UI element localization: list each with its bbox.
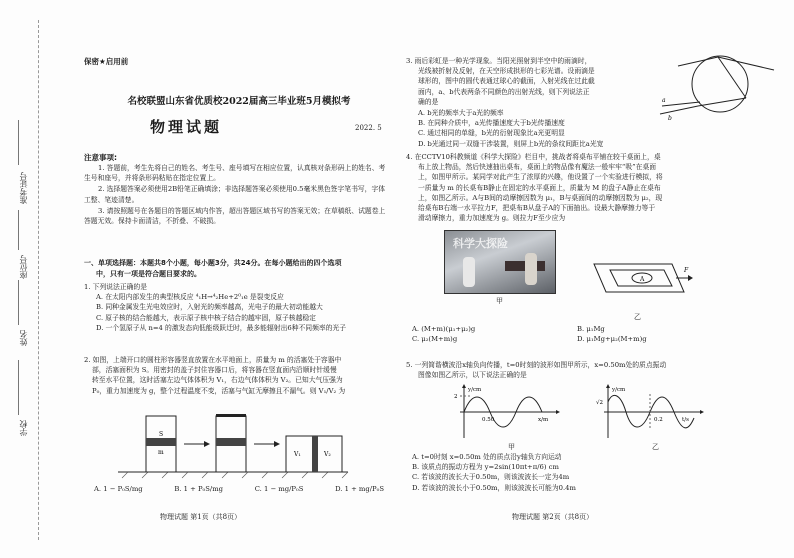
q5-option-a: A. t=0时刻 x=0.50m 处的质点沿y轴负方向运动 [412, 453, 562, 461]
q4-caption-b: 乙 [634, 313, 641, 321]
svg-text:m: m [158, 449, 164, 456]
q4-option-a: A. (M+m)(μ₁+μ₂)g [412, 325, 476, 333]
svg-text:2: 2 [454, 394, 458, 400]
question-4 [406, 152, 778, 223]
secret-mark: 保密★启用前 [84, 57, 129, 66]
svg-text:F: F [684, 267, 689, 274]
q2-stem-line: 2. 如图，上端开口的圆柱形容器竖直放置在水平地面上，质量为 m 的活塞处于容器中 [84, 356, 342, 364]
q3-stem-line: 确的是 [418, 97, 439, 106]
svg-text:b: b [668, 115, 672, 122]
q5-option-c: C. 若该波的波长大于0.50m，则该波波长一定为4m [412, 473, 570, 482]
q3-option-b: B. 在同种介质中，a光传播速度大于b光传播速度 [418, 119, 565, 128]
q2-option-d: D. 1 + mg/P₀S [335, 485, 384, 493]
svg-text:a: a [662, 97, 666, 104]
exam-title: 名校联盟山东省优质校2022届高三毕业班5月模拟考 [127, 96, 351, 107]
note-item: 1. 答题前，考生先将自己的姓名、考生号、座号填写在相应位置，认真核对条形码上的姓名、考生号和座号，并将条形码粘贴在指定位置上。 [84, 164, 386, 183]
section-heading: 一、单项选择题：本题共8个小题，每小题3分，共24分。在每小题给出的四个选项 中，只有一项是符合题目要求的。 [84, 259, 342, 278]
container-figure [118, 408, 358, 480]
q2-option-a: A. 1 − P₀S/mg [94, 485, 143, 493]
q5-option-b: B. 该质点的振动方程为 y=2sin(10πt+π/6) cm [412, 463, 559, 472]
binding-strip [8, 0, 48, 558]
svg-text:y/cm: y/cm [612, 387, 626, 393]
cut-line [38, 20, 39, 540]
name-label: 姓名 [19, 330, 28, 346]
svg-text:V₁: V₁ [294, 451, 301, 458]
svg-text:y/cm: y/cm [468, 387, 482, 393]
q1-option-a: A. 在太阳内部发生的典型核反应 ⁴₁H→⁴₂He+2⁰₁e 是裂变反应 [96, 293, 284, 302]
q4-options [412, 324, 742, 344]
q3-stem-line: 面内，a、b代表两条不同颜色的出射光线，则下列说法正 [418, 87, 590, 96]
q3-option-a: A. b光的频率大于a光的频率 [418, 109, 504, 117]
wave-graph-b [596, 384, 706, 442]
q4-stem-line: 上，如图甲所示。某同学对此产生了浓厚的兴趣，他设置了一个实验进行模拟，将 [418, 173, 663, 182]
q3-option-c: C. 通过相同的单缝，b光的衍射现象比a光更明显 [418, 129, 565, 138]
exam-no-line [18, 120, 19, 165]
seat-line [18, 210, 19, 250]
notes-list [84, 163, 386, 227]
q1-option-d: D. 一个氢原子从 n=4 的激发态向低能级跃迁时，最多能辐射出6种不同频率的光子 [96, 323, 347, 332]
school-label: 学校 [19, 420, 28, 436]
q4-stem-line: 4. 在CCTV10科教频道《科学大探险》栏目中，挑战者将桌布平铺在较干桌面上，桌 [406, 153, 661, 161]
svg-text:√2: √2 [596, 400, 604, 406]
wave-graph-a [452, 384, 562, 442]
piston [146, 438, 176, 446]
seat-label: 座位号 [19, 255, 28, 279]
q4-stem-line: 给桌布B右端一水平拉力F，把桌布B从盘子A的下面抽出。设最大静摩擦力等于 [418, 204, 656, 213]
exam-no-label: 准考证号 [19, 172, 28, 204]
subject-title: 物理试题 [150, 118, 223, 136]
note-item: 2. 选择题答案必须使用2B铅笔正确填涂；非选择题答案必须使用0.5毫米黑色签字笔书写，字体工整、笔迹清楚。 [84, 185, 386, 204]
svg-text:x/m: x/m [538, 417, 549, 423]
question-5 [406, 360, 778, 380]
svg-text:0.50: 0.50 [482, 417, 495, 423]
raindrop-figure [658, 52, 776, 122]
q4-option-d: D. μ₁Mg+μ₂(M+m)g [577, 335, 647, 344]
q2-stem-line: P₀，重力加速度为 g，整个过程温度不变，活塞与气缸无摩擦且不漏气。则 V₁/V₂ 为 [92, 386, 346, 395]
q2-option-b: B. 1 + P₀S/mg [174, 485, 224, 493]
svg-text:0.2: 0.2 [654, 417, 663, 423]
q5-option-d: D. 若该波的波长小于0.50m，则该波波长可能为0.4m [412, 483, 576, 492]
svg-text:A: A [640, 276, 645, 283]
tablecloth-figure [584, 254, 694, 304]
question-3 [406, 56, 656, 107]
q4-stem-line: 布上放上物品，然后快速抽出桌布，桌面上的物品像有魔法一般牢牢“吸”在桌面 [418, 163, 657, 172]
tv-show-photo: 科学大探险 [444, 230, 556, 294]
footer-right: 物理试题 第2页（共8页） [512, 513, 594, 521]
q4-option-b: B. μ₁Mg [577, 325, 605, 333]
q2-stem-line: 转至水平位置，这时活塞左边气体体积为 V₁，右边气体体积为 V₂。已知大气压强为 [92, 376, 343, 385]
q4-option-c: C. μ₂(M+m)g [412, 335, 458, 344]
q4-stem-line: 滑动摩擦力，重力加速度为 g。则拉力F至少应为 [418, 214, 566, 223]
q1-option-b: B. 同种金属发生光电效应时，入射光的频率越高，光电子的最大初动能越大 [96, 303, 323, 312]
q5-stem-line: 图像如图乙所示，以下说法正确的是 [418, 371, 527, 380]
q4-stem-line: 上，如图乙所示。A与B间的动摩擦因数为 μ₁，B与桌面间的动摩擦因数为 μ₂，现 [418, 193, 663, 202]
school-line [18, 360, 19, 415]
svg-text:t/s: t/s [682, 417, 689, 423]
svg-text:V₂: V₂ [324, 451, 331, 458]
notes-title: 注意事项: [84, 153, 117, 162]
question-2 [84, 355, 386, 396]
q4-caption-a: 甲 [496, 297, 503, 305]
q2-option-c: C. 1 − mg/P₀S [254, 485, 304, 493]
q3-stem-line: 光线被折射及反射，在天空形成拱形的七彩光谱。设雨滴是 [418, 67, 595, 76]
q5-options [412, 452, 774, 493]
q4-stem-line: 一质量为 m 的长桌布B静止在固定的水平桌面上，质量为 M 的盘子A静止在桌布 [418, 183, 661, 192]
q1-stem: 1. 下列说法正确的是 [84, 283, 148, 291]
q3-option-d: D. b光通过同一双缝干涉装置，则屏上b光的条纹间距比a光宽 [418, 139, 604, 148]
q1-option-c: C. 原子核的结合能越大，表示原子核中核子结合的越牢固，原子核越稳定 [96, 313, 316, 322]
q5-stem-line: 5. 一列简谐横波沿x轴负向传播，t=0时刻的波形如图甲所示，x=0.50m处的质点振动 [406, 361, 667, 369]
q3-stem-line: 球形的，图中的圆代表通过球心的截面，入射光线在过此截 [418, 77, 595, 86]
exam-date: 2022. 5 [355, 124, 382, 132]
q3-stem-line: 3. 雨后彩虹是一种光学现象。当阳光照射到半空中的雨滴时， [406, 57, 592, 65]
question-1 [84, 282, 386, 333]
name-line [18, 280, 19, 325]
q5-caption-a: 甲 [508, 443, 515, 451]
q5-caption-b: 乙 [652, 443, 659, 451]
svg-text:S: S [159, 431, 164, 438]
footer-left: 物理试题 第1页（共8页） [160, 513, 242, 521]
q2-options [94, 484, 384, 494]
q2-stem-line: 部，活塞面积为 S。用密封的盖子封住容器口后，将容器在竖直面内沿顺时针缓慢 [92, 366, 337, 375]
note-item: 3. 请按照题号在各题目的答题区域内作答，超出答题区域书写的答案无效；在草稿纸、试题卷上答题无效。保持卡面清洁，不折叠、不破损。 [84, 206, 386, 226]
